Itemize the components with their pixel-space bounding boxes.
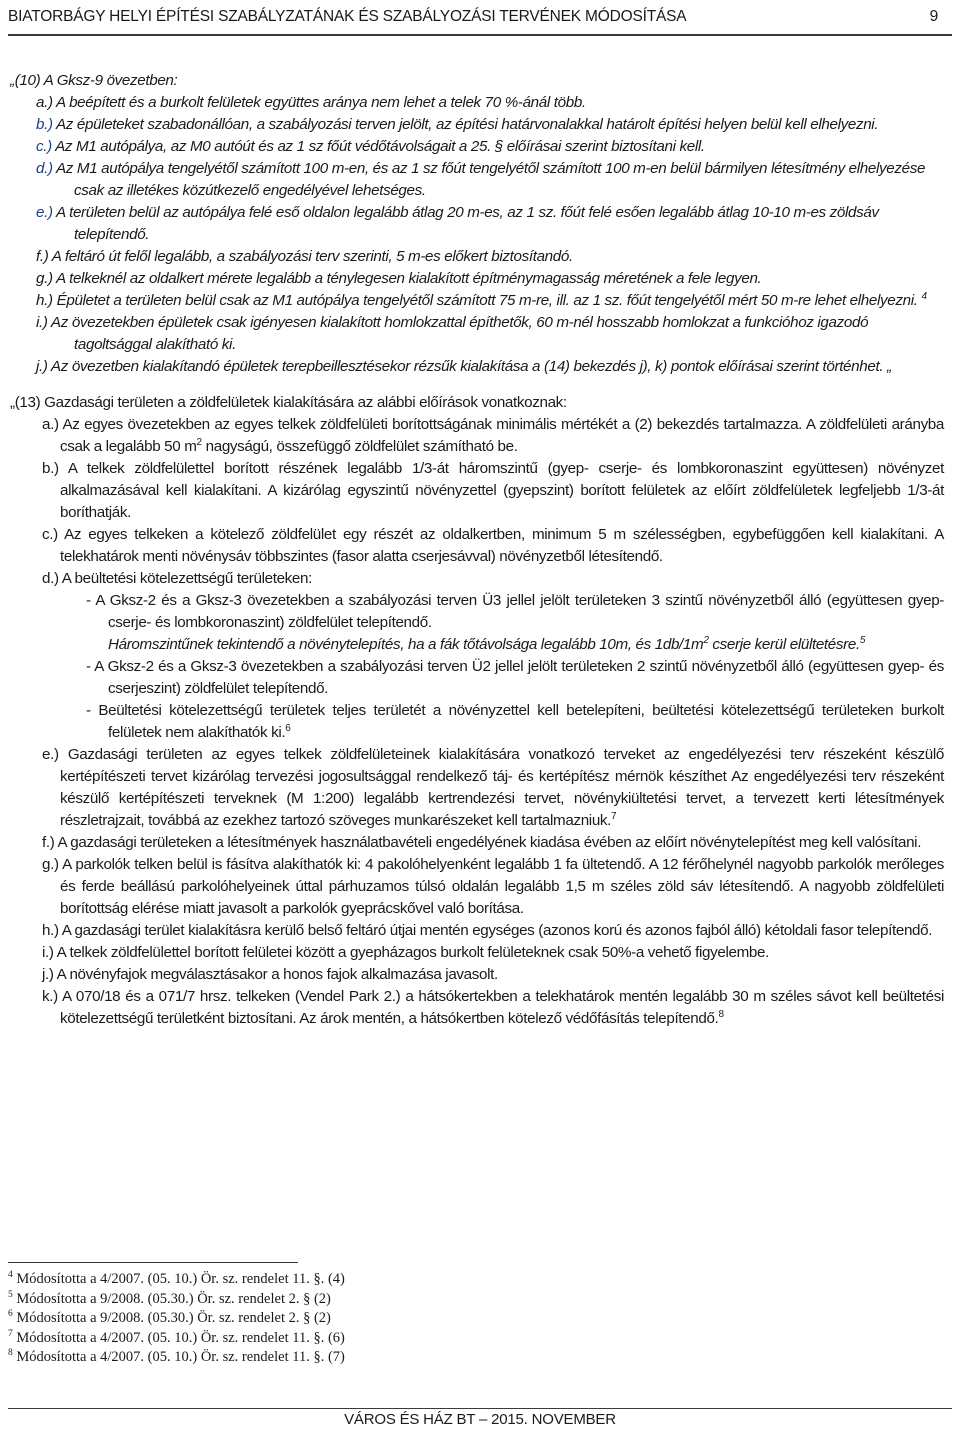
footnote-text: Módosította a 4/2007. (05. 10.) Ör. sz. rendelet 11. §. (6) xyxy=(16,1329,345,1346)
item-text: Az M1 autópálya tengelyétől számított 100 m-en, és az 1 sz főút tengelyétől számított 100 m-en belül bármilyen létesítmény elhelyezése csak az illetékes közútkezelő engedélyével lehetséges. xyxy=(56,160,926,199)
item-text: A feltáró út felől legalább, a szabályozási terv szerinti, 5 m-es előkert biztosítandó. xyxy=(51,248,573,265)
section-10-intro: „(10) A Gksz-9 övezetben: xyxy=(10,72,178,89)
footnote-text: Módosította a 4/2007. (05. 10.) Ör. sz. rendelet 11. §. (7) xyxy=(16,1349,345,1366)
item-label: b.) xyxy=(36,116,53,133)
superscript: 2 xyxy=(196,436,202,448)
section-10-item-a xyxy=(0,92,960,114)
item-text: Épületet a területen belül csak az M1 autópálya tengelyétől számított 75 m-re, ill. az 1 sz. főút tengelyétől mért 50 m-re lehet elhelyezni. xyxy=(56,292,918,309)
item-text: A területen belül az autópálya felé eső oldalon legalább átlag 20 m-es, az 1 sz. főút felé esően legalább átlag 10-10 m-es zöldsáv telepítendő. xyxy=(56,204,879,243)
item-label: f.) xyxy=(36,248,49,265)
item-text: A parkolók telken belül is fásítva alakíthatók ki: 4 pakolóhelyenként legalább 1 fa ültetendő. A 12 férőhelynél nagyobb parkolók merőleges és ferde beállású parkolóhelyeinek úttal párhuzamos túlsó oldalán legalább 1,5 m széles zöld sáv létesítendő. A nagyobb zöldfelületi borítottság elérése miatt javasolt a parkolók gyeprácskővel való borítása. xyxy=(60,856,945,917)
section-10-item-d xyxy=(0,158,960,202)
section-13-item-g xyxy=(0,854,960,920)
page-header xyxy=(8,4,952,36)
footnote-ref[interactable]: 8 xyxy=(718,1008,724,1020)
item-text: A telkek zöldfelülettel borított részének legalább 1/3-át háromszintű (gyep- cserje- és lombkoronaszint együttesen) növényzet alkalmazásával kell kialakítani. A kizárólag egyszintű növényzettel (gyepszint) borított felületek az előírt zöldfelületek legfeljebb 1/3-át boríthatják. xyxy=(60,460,945,521)
footnote-ref[interactable]: 7 xyxy=(611,810,617,822)
dash-text: - Beültetési kötelezettségű területek teljes területét a növényzettel kell betelepíteni, beültetési kötelezettségű területeken burkolt felületek nem alakíthatók ki. xyxy=(86,702,944,741)
section-13-item-k xyxy=(0,986,960,1030)
item-text: Az övezetben kialakítandó épületek terepbeillesztésekor rézsűk kialakítása a (14) bekezdés j), k) pontok előírásai szerint történhet. „ xyxy=(50,358,892,375)
item-label: d.) xyxy=(42,570,59,587)
item-label: a.) xyxy=(42,416,59,433)
footnote-text: Módosította a 4/2007. (05. 10.) Ör. sz. rendelet 11. §. (4) xyxy=(16,1271,345,1287)
planting-dash-3 xyxy=(0,700,960,744)
item-text: Az övezetekben épületek csak igényesen kialakított homlokzattal építhetők, 60 m-nél hosszabb homlokzat a funkcióhoz igazodó tagoltsággal alakítható ki. xyxy=(50,314,869,353)
section-10-item-c xyxy=(0,136,960,158)
item-text: A 070/18 és a 071/7 hrsz. telkeken (Vendel Park 2.) a hátsókertekben a telekhatárok mentén legalább 30 m széles sávot kell beültetési kötelezettségű területként biztosítani. Az árok mentén, a hátsókertben kötelező védőfásítás telepítendő. xyxy=(60,988,944,1027)
footnote-number: 7 xyxy=(8,1328,13,1339)
footnote-number: 5 xyxy=(8,1289,13,1300)
item-label: e.) xyxy=(42,746,59,763)
footnote-ref[interactable]: 6 xyxy=(285,722,291,734)
item-label: i.) xyxy=(42,944,54,961)
item-label: j.) xyxy=(42,966,54,983)
footer-separator xyxy=(8,1408,952,1409)
item-text: Az egyes telkeken a kötelező zöldfelület egy részét az oldalkertben, minimum 5 m szélességben, egybefüggően kell kialakítani. A telekhatárok menti növénysáv többszintes (fasor alatta cserjesávval) növényzetből létesítendő. xyxy=(60,526,945,565)
section-10-item-e xyxy=(0,202,960,246)
item-text-cont: nagyságú, összefüggő zöldfelület számítható be. xyxy=(201,438,518,455)
footnotes xyxy=(8,1270,708,1368)
section-13-item-h xyxy=(0,920,960,942)
item-text: A beépített és a burkolt felületek együttes aránya nem lehet a telek 70 %-ánál több. xyxy=(56,94,586,111)
section-10-item-i xyxy=(0,312,960,356)
section-13-item-i xyxy=(0,942,960,964)
planting-dash-2: - A Gksz-2 és a Gksz-3 övezetekben a szabályozási terven Ü2 jellel jelölt területeken 2 szintű növényzetből álló (együttesen gyep- és cserjeszint) zöldfelület telepítendő. xyxy=(86,658,944,697)
document-body xyxy=(0,70,960,1030)
footnote-8 xyxy=(8,1348,708,1368)
planting-dash-1: - A Gksz-2 és a Gksz-3 övezetekben a szabályozási terven Ü3 jellel jelölt területeken 3 szintű növényzetből álló (együttesen gyep- cserje- és lombkoronaszint) zöldfelület telepítendő. xyxy=(86,592,944,631)
planting-dash-1-note xyxy=(0,634,960,656)
footnote-number: 4 xyxy=(8,1270,13,1281)
page-number: 9 xyxy=(929,8,938,25)
item-label: g.) xyxy=(36,270,53,287)
item-label: j.) xyxy=(36,358,48,375)
item-label: i.) xyxy=(36,314,48,331)
section-10-item-b xyxy=(0,114,960,136)
footnote-4 xyxy=(8,1270,708,1290)
footnote-text: Módosította a 9/2008. (05.30.) Ör. sz. rendelet 2. § (2) xyxy=(16,1290,331,1307)
footnote-text: Módosította a 9/2008. (05.30.) Ör. sz. rendelet 2. § (2) xyxy=(16,1310,331,1327)
section-10-item-g xyxy=(0,268,960,290)
item-text: A gazdasági területeken a létesítmények használatbavételi engedélyének kiadása évében az előírt növénytelepítést meg kell valósítani. xyxy=(57,834,922,851)
section-13-item-e xyxy=(0,744,960,832)
item-text: Gazdasági területen az egyes telkek zöldfelületeinek kialakítására vonatkozó terveket az engedélyezési terv részeként készülő kertépítészeti tervet kizárólag tervezési jogosultsággal rendelkező táj- és kertépítész mérnök készíthet Az engedélyezési terv részeként készülő kertépítészeti terveknek (M 1:200) legalább kertrendezési tervet, növénykiültetési tervet, a tervezett kerti létesítmények részletrajzait, továbbá az ezekhez tartozó szöveges munkarészeket kell tartalmazniuk. xyxy=(60,746,945,829)
section-13-item-j xyxy=(0,964,960,986)
footnote-ref[interactable]: 4 xyxy=(921,290,927,302)
section-10-item-h xyxy=(0,290,960,312)
item-label: c.) xyxy=(42,526,58,543)
item-label: b.) xyxy=(42,460,59,477)
item-text: Az egyes övezetekben az egyes telkek zöldfelületi borítottságának minimális mértékét a (2) bekezdés tartalmazza. A zöldfelületi arányba csak a legalább 50 m xyxy=(60,416,945,455)
footnote-5 xyxy=(8,1290,708,1310)
item-text: Az M1 autópálya, az M0 autóút és az 1 sz főút védőtávolságait a 25. § előírásai szerint biztosítani kell. xyxy=(55,138,705,155)
item-text: A beültetési kötelezettségű területeken: xyxy=(61,570,312,587)
item-text: A növényfajok megválasztásakor a honos fajok alkalmazása javasolt. xyxy=(56,966,498,983)
item-label: k.) xyxy=(42,988,58,1005)
item-label: c.) xyxy=(36,138,52,155)
section-10-item-j xyxy=(0,356,960,378)
document-title: BIATORBÁGY HELYI ÉPÍTÉSI SZABÁLYZATÁNAK ÉS SZABÁLYOZÁSI TERVÉNEK MÓDOSÍTÁSA xyxy=(8,8,687,25)
item-label: h.) xyxy=(36,292,53,309)
page-footer: VÁROS ÉS HÁZ BT – 2015. NOVEMBER xyxy=(344,1411,616,1428)
item-text: Az épületeket szabadonállóan, a szabályozási terven jelölt, az építési határvonalakkal határolt építési helyen belül kell elhelyezni. xyxy=(56,116,879,133)
superscript: 2 xyxy=(703,634,709,646)
section-10-item-f xyxy=(0,246,960,268)
item-label: h.) xyxy=(42,922,59,939)
item-label: f.) xyxy=(42,834,55,851)
footnote-6 xyxy=(8,1309,708,1329)
section-13-item-b xyxy=(0,458,960,524)
section-13-item-f xyxy=(0,832,960,854)
footnote-ref[interactable]: 5 xyxy=(859,634,866,646)
item-label: g.) xyxy=(42,856,59,873)
section-13-intro: „(13) Gazdasági területen a zöldfelületek kialakítására az alábbi előírások vonatkoznak: xyxy=(10,394,567,411)
footnote-number: 8 xyxy=(8,1348,13,1359)
item-text: A telkek zöldfelülettel borított felületei között a gyepházagos burkolt felületeknek csak 50%-a vehető figyelembe. xyxy=(56,944,769,961)
section-13-item-a xyxy=(0,414,960,458)
item-label: a.) xyxy=(36,94,53,111)
item-text: A gazdasági terület kialakításra kerülő belső feltáró útjai mentén egységes (azonos korú és azonos fajból álló) kétoldali fasor telepítendő. xyxy=(61,922,933,939)
footnote-separator xyxy=(8,1262,298,1263)
note-text: Háromszintűnek tekintendő a növénytelepítés, ha a fák tőtávolsága legalább 10m, és 1db/1m xyxy=(108,636,704,653)
item-text: A telkeknél az oldalkert mérete legalább a ténylegesen kialakított építménymagasság méretének a fele legyen. xyxy=(56,270,762,287)
item-label: e.) xyxy=(36,204,53,221)
note-text-cont: cserje kerül elültetésre. xyxy=(708,636,860,653)
footnote-7 xyxy=(8,1329,708,1349)
section-13-item-d xyxy=(0,568,960,590)
section-13-item-c xyxy=(0,524,960,568)
item-label: d.) xyxy=(36,160,53,177)
footnote-number: 6 xyxy=(8,1309,13,1320)
